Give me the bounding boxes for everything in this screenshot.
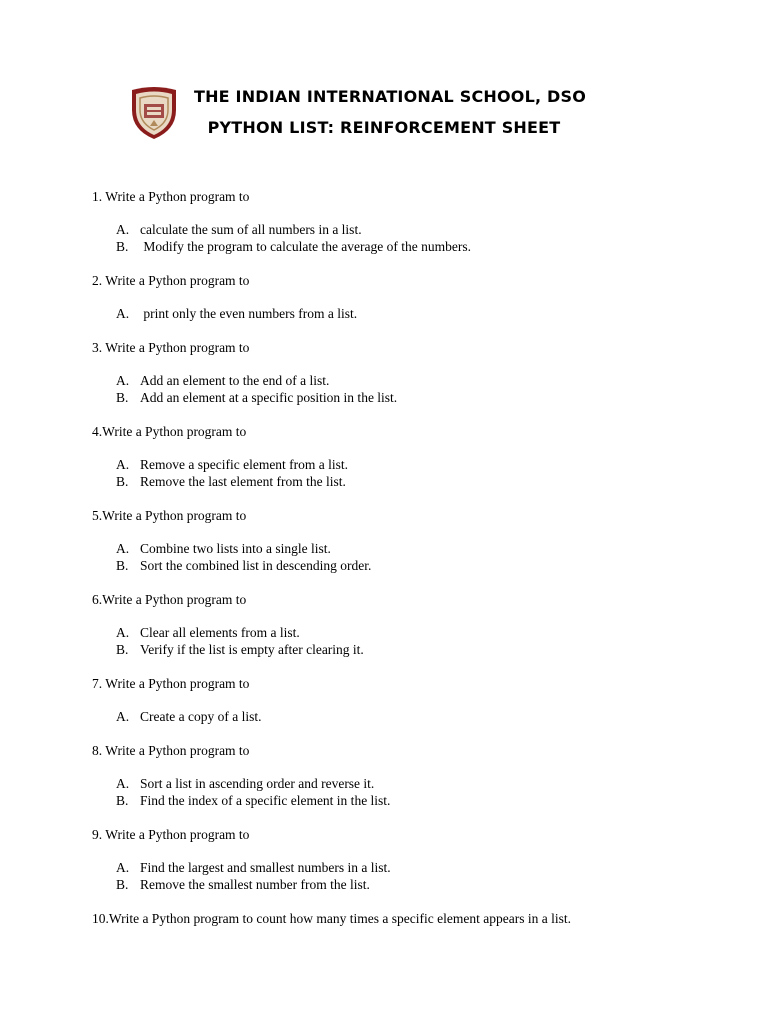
sub-question xyxy=(92,641,732,658)
sub-question-text: Verify if the list is empty after clearing it. xyxy=(140,642,364,657)
question-heading: 1. Write a Python program to xyxy=(92,189,250,204)
sub-question-letter: A. xyxy=(116,306,130,321)
question-item xyxy=(92,910,732,927)
question-item xyxy=(92,675,732,725)
question-heading: 9. Write a Python program to xyxy=(92,827,250,842)
question-item xyxy=(92,507,732,574)
sub-question xyxy=(92,792,732,809)
sub-question xyxy=(92,389,732,406)
sub-question-list xyxy=(92,305,732,322)
sub-question-text: Find the index of a specific element in the list. xyxy=(140,793,391,808)
sub-question-letter: B. xyxy=(116,474,129,489)
sheet-title: PYTHON LIST: REINFORCEMENT SHEET xyxy=(207,118,561,137)
sub-question-letter: A. xyxy=(116,541,130,556)
sub-question xyxy=(92,238,732,255)
sub-question-text: Remove the smallest number from the list. xyxy=(140,877,370,892)
sub-question-letter: B. xyxy=(116,390,129,405)
question-heading: 5.Write a Python program to xyxy=(92,508,247,523)
sub-question-list xyxy=(92,708,732,725)
sub-question-letter: A. xyxy=(116,625,130,640)
sub-question-list xyxy=(92,624,732,658)
sub-question-letter: A. xyxy=(116,776,130,791)
question-item xyxy=(92,423,732,490)
question-item xyxy=(92,188,732,255)
question-item xyxy=(92,272,732,322)
sub-question xyxy=(92,305,732,322)
sub-question-list xyxy=(92,221,732,255)
sub-question-text: Add an element at a specific position in the list. xyxy=(140,390,398,405)
sub-question-text: Sort the combined list in descending order. xyxy=(140,558,372,573)
sub-question xyxy=(92,456,732,473)
sub-question-letter: B. xyxy=(116,558,129,573)
sub-question xyxy=(92,859,732,876)
question-heading: 8. Write a Python program to xyxy=(92,743,250,758)
sub-question-list xyxy=(92,540,732,574)
sub-question xyxy=(92,557,732,574)
sub-question-list xyxy=(92,859,732,893)
question-item xyxy=(92,339,732,406)
question-heading: 7. Write a Python program to xyxy=(92,676,250,691)
question-item xyxy=(92,591,732,658)
sub-question-text: Combine two lists into a single list. xyxy=(140,541,331,556)
sub-question xyxy=(92,624,732,641)
sub-question-text: Clear all elements from a list. xyxy=(140,625,300,640)
sub-question-text: Find the largest and smallest numbers in a list. xyxy=(140,860,391,875)
sub-question-list xyxy=(92,456,732,490)
school-name: THE INDIAN INTERNATIONAL SCHOOL, DSO xyxy=(193,87,587,106)
question-item xyxy=(92,826,732,893)
sub-question-letter: B. xyxy=(116,239,129,254)
sub-question-text: Remove a specific element from a list. xyxy=(140,457,349,472)
sub-question xyxy=(92,775,732,792)
sub-question-letter: A. xyxy=(116,860,130,875)
sub-question-text: Modify the program to calculate the average of the numbers. xyxy=(140,239,472,254)
question-item xyxy=(92,742,732,809)
sub-question-text: print only the even numbers from a list. xyxy=(140,306,358,321)
sub-question xyxy=(92,372,732,389)
question-heading: 4.Write a Python program to xyxy=(92,424,247,439)
sub-question xyxy=(92,221,732,238)
sub-question-letter: B. xyxy=(116,642,129,657)
sub-question-text: Sort a list in ascending order and reverse it. xyxy=(140,776,375,791)
sub-question-letter: B. xyxy=(116,793,129,808)
question-list xyxy=(92,188,732,944)
sub-question-text: calculate the sum of all numbers in a list. xyxy=(140,222,362,237)
sub-question-text: Add an element to the end of a list. xyxy=(140,373,330,388)
sub-question-letter: A. xyxy=(116,457,130,472)
sub-question-list xyxy=(92,372,732,406)
question-heading: 3. Write a Python program to xyxy=(92,340,250,355)
sub-question xyxy=(92,708,732,725)
sub-question-letter: A. xyxy=(116,222,130,237)
sub-question xyxy=(92,473,732,490)
sub-question xyxy=(92,876,732,893)
sub-question-letter: A. xyxy=(116,373,130,388)
sub-question-list xyxy=(92,775,732,809)
question-heading: 2. Write a Python program to xyxy=(92,273,250,288)
sub-question-letter: A. xyxy=(116,709,130,724)
sub-question xyxy=(92,540,732,557)
sub-question-text: Remove the last element from the list. xyxy=(140,474,346,489)
question-heading: 6.Write a Python program to xyxy=(92,592,247,607)
question-heading: 10.Write a Python program to count how many times a specific element appears in a list. xyxy=(92,911,571,926)
sub-question-text: Create a copy of a list. xyxy=(140,709,262,724)
sub-question-letter: B. xyxy=(116,877,129,892)
